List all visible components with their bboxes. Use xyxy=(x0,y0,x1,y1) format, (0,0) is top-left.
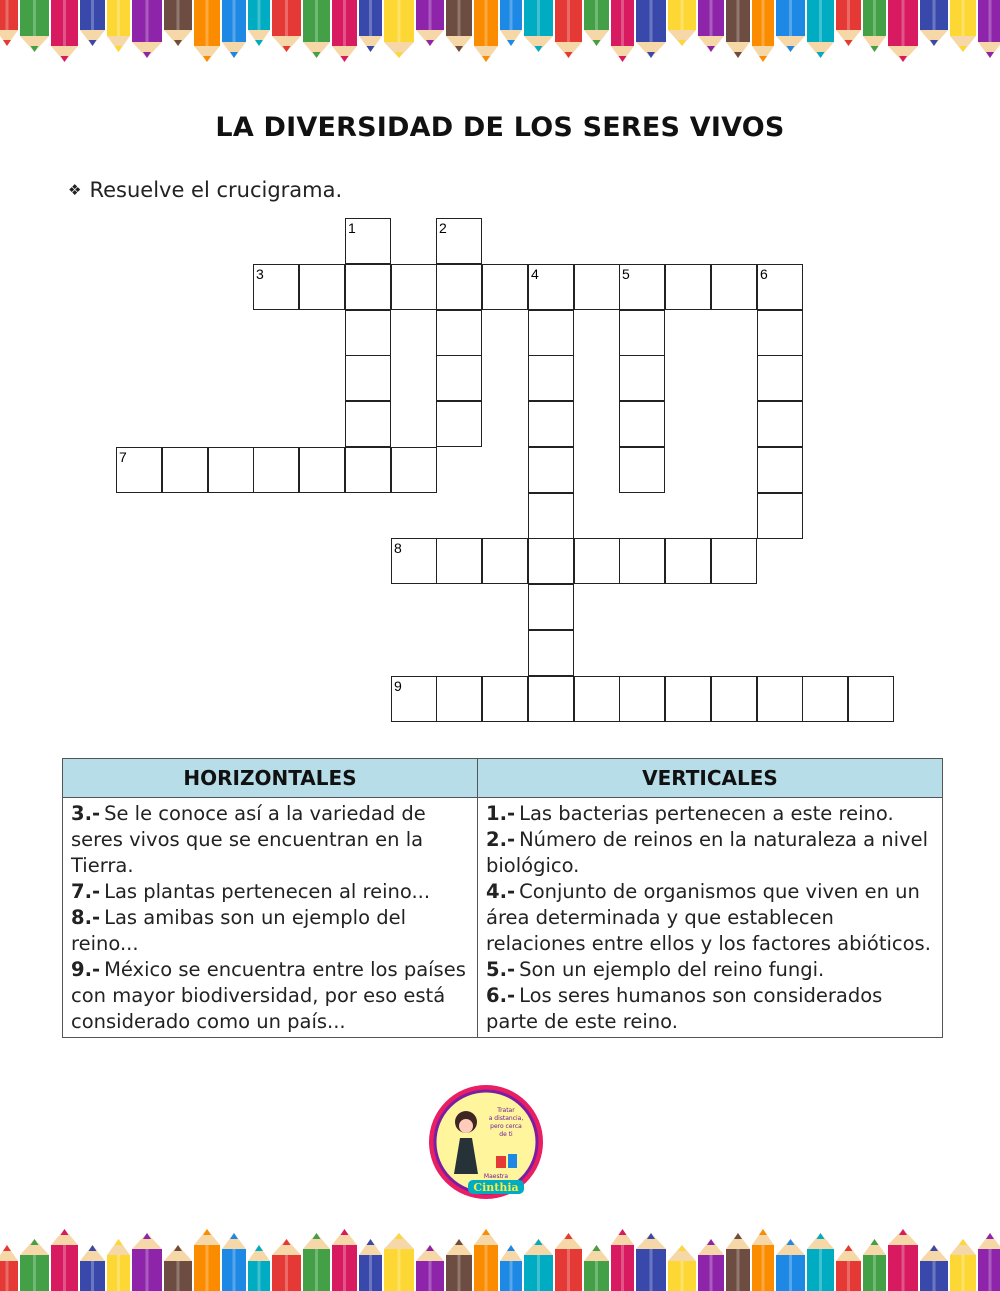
pencil-icon xyxy=(446,1239,472,1291)
crossword-cell[interactable] xyxy=(619,538,665,584)
svg-text:Cinthia: Cinthia xyxy=(473,1181,519,1194)
crossword-cell[interactable] xyxy=(345,218,391,264)
crossword-cell[interactable] xyxy=(619,264,665,310)
pencil-icon xyxy=(0,1245,18,1291)
pencil-icon xyxy=(888,1229,918,1291)
pencil-icon xyxy=(752,0,774,62)
clue-item: 8.- Las amibas son un ejemplo del reino... xyxy=(71,906,406,955)
pencil-icon xyxy=(416,0,444,46)
crossword-cell[interactable] xyxy=(574,538,620,584)
clue-number: 3 xyxy=(256,266,264,282)
pencil-icon xyxy=(500,1245,522,1291)
clue-number: 6 xyxy=(760,266,768,282)
instruction xyxy=(68,178,342,202)
pencil-icon xyxy=(51,1229,78,1291)
pencil-icon xyxy=(752,1229,774,1291)
pencil-icon xyxy=(384,1233,414,1291)
crossword-cell[interactable] xyxy=(848,676,894,722)
clue-number: 1 xyxy=(348,220,356,236)
pencil-icon xyxy=(950,1239,976,1291)
pencil-icon xyxy=(888,0,918,62)
pencil-icon xyxy=(132,1233,162,1291)
clue-number: 5 xyxy=(622,266,630,282)
pencil-icon xyxy=(51,0,78,62)
crossword-cell[interactable] xyxy=(391,676,437,722)
pencil-icon xyxy=(668,0,696,46)
crossword-cell[interactable] xyxy=(665,264,711,310)
crossword-cell[interactable] xyxy=(619,401,665,447)
pencil-icon xyxy=(807,0,834,58)
crossword-cell[interactable] xyxy=(345,401,391,447)
crossword-cell[interactable] xyxy=(116,447,162,493)
pencil-icon xyxy=(222,0,246,58)
clue-item: 3.- Se le conoce así a la variedad de seres vivos que se encuentran en la Tierra. xyxy=(71,802,426,877)
clue-item: 1.- Las bacterias pertenecen a este reino. xyxy=(486,802,894,825)
clue-item: 4.- Conjunto de organismos que viven en un área determinada y que establecen relaciones entre ellos y los factores abióticos. xyxy=(486,880,931,955)
crossword-cell[interactable] xyxy=(345,310,391,356)
pencil-icon xyxy=(836,1245,861,1291)
pencil-icon xyxy=(194,0,220,62)
page-title: LA DIVERSIDAD DE LOS SERES VIVOS xyxy=(215,112,785,143)
crossword-cell[interactable] xyxy=(619,447,665,493)
crossword-cell[interactable] xyxy=(528,447,574,493)
crossword-cell[interactable] xyxy=(757,310,803,356)
svg-text:Maestra: Maestra xyxy=(483,1173,509,1180)
clues-table xyxy=(62,758,943,1038)
svg-text:pero cerca: pero cerca xyxy=(490,1123,522,1130)
crossword-cell[interactable] xyxy=(436,310,482,356)
crossword-cell[interactable] xyxy=(757,447,803,493)
pencil-icon xyxy=(920,1245,948,1291)
crossword-cell[interactable] xyxy=(482,538,528,584)
pencil-icon xyxy=(359,1239,382,1291)
pencil-icon xyxy=(668,1245,696,1291)
crossword-cell[interactable] xyxy=(299,264,345,310)
crossword-cell[interactable] xyxy=(711,538,757,584)
pencil-icon xyxy=(20,1239,49,1291)
pencil-icon xyxy=(384,0,414,58)
crossword-cell[interactable] xyxy=(528,401,574,447)
crossword-cell[interactable] xyxy=(665,676,711,722)
pencil-icon xyxy=(950,0,976,52)
pencil-icon xyxy=(863,0,886,52)
crossword-cell[interactable] xyxy=(436,676,482,722)
crossword-cell[interactable] xyxy=(253,447,299,493)
crossword-cell[interactable] xyxy=(619,355,665,401)
crossword-cell[interactable] xyxy=(665,538,711,584)
top-pencil-border xyxy=(0,0,1000,82)
svg-text:a distancia,: a distancia, xyxy=(488,1115,524,1122)
diamond-bullet-icon: ❖ xyxy=(68,181,82,199)
crossword-cell[interactable] xyxy=(757,676,803,722)
crossword-cell[interactable] xyxy=(528,310,574,356)
pencil-icon xyxy=(863,1239,886,1291)
pencil-icon xyxy=(332,0,357,62)
crossword-cell[interactable] xyxy=(528,264,574,310)
clue-item: 7.- Las plantas pertenecen al reino... xyxy=(71,880,431,903)
crossword-cell[interactable] xyxy=(482,676,528,722)
pencil-icon xyxy=(978,0,1000,58)
crossword-cell[interactable] xyxy=(345,447,391,493)
pencil-icon xyxy=(555,0,582,58)
pencil-icon xyxy=(524,0,553,52)
pencil-icon xyxy=(107,0,130,52)
pencil-icon xyxy=(272,1239,301,1291)
clue-item: 5.- Son un ejemplo del reino fungi. xyxy=(486,958,825,981)
crossword-cell[interactable] xyxy=(802,676,848,722)
crossword-cell[interactable] xyxy=(528,676,574,722)
pencil-icon xyxy=(80,0,105,46)
crossword-cell[interactable] xyxy=(345,355,391,401)
pencil-icon xyxy=(359,0,382,52)
crossword-cell[interactable] xyxy=(757,401,803,447)
pencil-icon xyxy=(636,1233,666,1291)
pencil-icon xyxy=(524,1239,553,1291)
crossword-cell[interactable] xyxy=(208,447,254,493)
crossword-cell[interactable] xyxy=(619,310,665,356)
pencil-icon xyxy=(836,0,861,46)
pencil-icon xyxy=(611,1229,634,1291)
crossword-cell[interactable] xyxy=(528,630,574,676)
pencil-icon xyxy=(500,0,522,46)
pencil-icon xyxy=(0,0,18,46)
vertical-clues xyxy=(478,798,943,1038)
pencil-icon xyxy=(132,0,162,58)
pencil-icon xyxy=(222,1233,246,1291)
pencil-icon xyxy=(584,1245,609,1291)
pencil-icon xyxy=(726,0,750,58)
pencil-icon xyxy=(416,1245,444,1291)
pencil-icon xyxy=(107,1239,130,1291)
pencil-icon xyxy=(920,0,948,46)
crossword-cell[interactable] xyxy=(162,447,208,493)
pencil-icon xyxy=(446,0,472,52)
pencil-icon xyxy=(248,1245,270,1291)
crossword-cell[interactable] xyxy=(436,218,482,264)
crossword-cell[interactable] xyxy=(391,264,437,310)
pencil-icon xyxy=(776,1239,805,1291)
crossword-cell[interactable] xyxy=(528,538,574,584)
clue-number: 2 xyxy=(439,220,447,236)
pencil-icon xyxy=(164,1245,192,1291)
pencil-icon xyxy=(978,1233,1000,1291)
instruction-text: Resuelve el crucigrama. xyxy=(89,178,343,202)
clue-item: 6.- Los seres humanos son considerados parte de este reino. xyxy=(486,984,883,1033)
crossword-cell[interactable] xyxy=(391,447,437,493)
pencil-icon xyxy=(698,1239,724,1291)
crossword-cell[interactable] xyxy=(711,676,757,722)
pencil-icon xyxy=(248,0,270,46)
clue-item: 9.- México se encuentra entre los países con mayor biodiversidad, por eso está considerado como un país... xyxy=(71,958,466,1033)
crossword-cell[interactable] xyxy=(299,447,345,493)
crossword-cell[interactable] xyxy=(436,355,482,401)
crossword-cell[interactable] xyxy=(619,676,665,722)
crossword-cell[interactable] xyxy=(528,355,574,401)
crossword-cell[interactable] xyxy=(757,493,803,539)
crossword-cell[interactable] xyxy=(757,264,803,310)
crossword-cell[interactable] xyxy=(345,264,391,310)
pencil-icon xyxy=(611,0,634,62)
pencil-icon xyxy=(332,1229,357,1291)
pencil-icon xyxy=(194,1229,220,1291)
horizontal-clues xyxy=(63,798,478,1038)
crossword-cell[interactable] xyxy=(482,264,528,310)
horizontal-header: HORIZONTALES xyxy=(63,759,478,798)
pencil-icon xyxy=(20,0,49,52)
crossword-cell[interactable] xyxy=(436,401,482,447)
pencil-icon xyxy=(776,0,805,52)
crossword-cell[interactable] xyxy=(253,264,299,310)
pencil-icon xyxy=(555,1233,582,1291)
pencil-icon xyxy=(636,0,666,58)
crossword-cell[interactable] xyxy=(574,676,620,722)
clue-number: 4 xyxy=(531,266,539,282)
pencil-icon xyxy=(303,1233,330,1291)
crossword-cell[interactable] xyxy=(436,264,482,310)
crossword-cell[interactable] xyxy=(711,264,757,310)
pencil-icon xyxy=(584,0,609,46)
vertical-header: VERTICALES xyxy=(478,759,943,798)
clue-item: 2.- Número de reinos en la naturaleza a nivel biológico. xyxy=(486,828,929,877)
pencil-icon xyxy=(726,1233,750,1291)
pencil-icon xyxy=(303,0,330,58)
pencil-icon xyxy=(474,1229,498,1291)
svg-text:de ti: de ti xyxy=(499,1131,513,1138)
clue-number: 9 xyxy=(394,678,402,694)
crossword-cell[interactable] xyxy=(436,538,482,584)
crossword-cell[interactable] xyxy=(391,538,437,584)
clue-number: 8 xyxy=(394,540,402,556)
crossword-cell[interactable] xyxy=(528,584,574,630)
pencil-icon xyxy=(272,0,301,52)
pencil-icon xyxy=(474,0,498,62)
svg-text:Tratar: Tratar xyxy=(497,1107,515,1114)
pencil-icon xyxy=(807,1233,834,1291)
crossword-cell[interactable] xyxy=(528,493,574,539)
clue-number: 7 xyxy=(119,449,127,465)
bottom-pencil-border xyxy=(0,1205,1000,1291)
crossword-cell[interactable] xyxy=(574,264,620,310)
pencil-icon xyxy=(164,0,192,46)
maestra-logo-icon xyxy=(426,1082,546,1202)
crossword-cell[interactable] xyxy=(757,355,803,401)
pencil-icon xyxy=(698,0,724,52)
pencil-icon xyxy=(80,1245,105,1291)
